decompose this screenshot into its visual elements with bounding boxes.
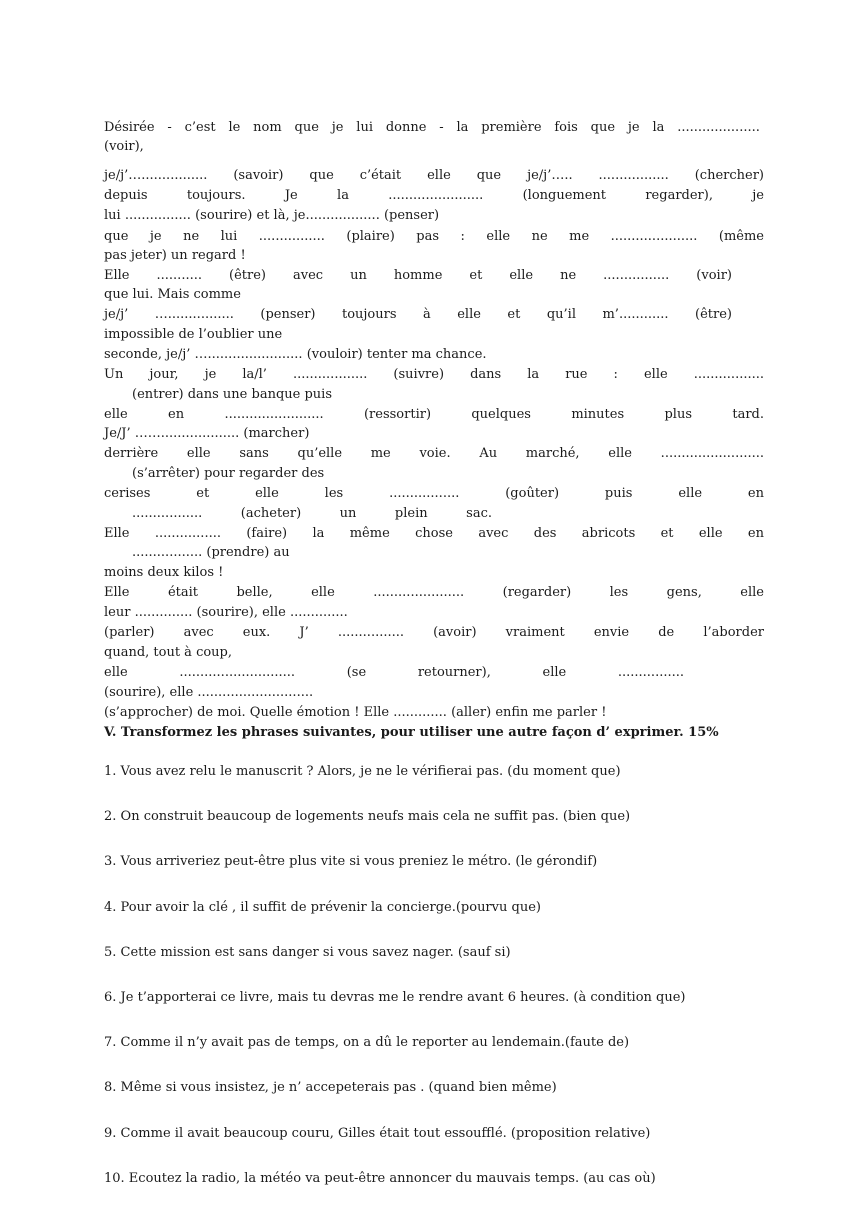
text-line: Elle ........... (être) avec un homme et elle ne ................ (voir) <box>104 268 732 283</box>
exercise-item: 6. Je t’apporterai ce livre, mais tu devras me le rendre avant 6 heures. (à condition que) <box>104 990 686 1005</box>
text-line: Un jour, je la/l’ .................. (suivre) dans la rue : elle ................. <box>104 367 764 382</box>
text-line: (voir), <box>104 139 144 154</box>
text-line: Elle était belle, elle ...................... (regarder) les gens, elle <box>104 585 764 600</box>
text-line: Elle ................ (faire) la même chose avec des abricots et elle en <box>104 526 764 541</box>
text-line: cerises et elle les ................. (goûter) puis elle en <box>104 486 764 501</box>
text-line: impossible de l’oublier une <box>104 327 283 342</box>
text-line: moins deux kilos ! <box>104 565 224 580</box>
exercise-item: 4. Pour avoir la clé , il suffit de prévenir la concierge.(pourvu que) <box>104 900 541 915</box>
text-line: derrière elle sans qu’elle me voie. Au marché, elle ......................... <box>104 446 764 461</box>
text-line: je/j’ …................ (penser) toujours à elle et qu’il m’............ (être) <box>104 307 732 322</box>
text-line: lui ................ (sourire) et là, je.................. (penser) <box>104 208 440 223</box>
text-line: Je/J’ ……................... (marcher) <box>104 426 310 441</box>
text-line: (s’approcher) de moi. Quelle émotion ! Elle ............. (aller) enfin me parler ! <box>104 705 607 720</box>
exercise-item: 9. Comme il avait beaucoup couru, Gilles était tout essoufflé. (proposition relative) <box>104 1126 651 1141</box>
exercise-item: 3. Vous arriveriez peut-être plus vite si vous preniez le métro. (le gérondif) <box>104 854 598 869</box>
text-line: (entrer) dans une banque puis <box>132 387 332 402</box>
exercise-item: 2. On construit beaucoup de logements neufs mais cela ne suffit pas. (bien que) <box>104 809 631 824</box>
text-line: quand, tout à coup, <box>104 645 233 660</box>
text-line: depuis toujours. Je la ....................... (longuement regarder), je <box>104 188 764 203</box>
text-line: que je ne lui ................ (plaire) pas : elle ne me ..................... (même <box>104 229 764 244</box>
text-line: seconde, je/j’ …....................... (vouloir) tenter ma chance. <box>104 347 487 362</box>
text-line: elle en ........................ (ressortir) quelques minutes plus tard. <box>104 407 764 422</box>
section-heading: V. Transformez les phrases suivantes, pour utiliser une autre façon d’ exprimer. 15% <box>104 725 719 740</box>
text-line: pas jeter) un regard ! <box>104 248 246 263</box>
text-line: Désirée - c’est le nom que je lui donne - la première fois que je la .................... <box>104 120 764 135</box>
exercise-item: 7. Comme il n’y avait pas de temps, on a dû le reporter au lendemain.(faute de) <box>104 1035 630 1050</box>
exercise-item: 1. Vous avez relu le manuscrit ? Alors, je ne le vérifierai pas. (du moment que) <box>104 764 621 779</box>
text-line: (s’arrêter) pour regarder des <box>132 466 325 481</box>
text-line: (parler) avec eux. J’ ................ (avoir) vraiment envie de l’aborder <box>104 625 764 640</box>
text-line: que lui. Mais comme <box>104 287 241 302</box>
exercise-item: 8. Même si vous insistez, je n’ accepeterais pas . (quand bien même) <box>104 1080 557 1095</box>
text-line: (sourire), elle ............................ <box>104 685 314 700</box>
text-line: je/j’…................ (savoir) que c’était elle que je/j’….. ................. (chercher) <box>104 168 764 183</box>
text-line: ................. (acheter) un plein sac. <box>132 506 492 521</box>
text-line: ................. (prendre) au <box>132 545 290 560</box>
text-line: elle ............................ (se retourner), elle ................ <box>104 665 684 680</box>
exercise-item: 10. Ecoutez la radio, la météo va peut-être annoncer du mauvais temps. (au cas où) <box>104 1171 656 1186</box>
text-line: leur .............. (sourire), elle .............. <box>104 605 348 620</box>
exercise-item: 5. Cette mission est sans danger si vous savez nager. (sauf si) <box>104 945 511 960</box>
